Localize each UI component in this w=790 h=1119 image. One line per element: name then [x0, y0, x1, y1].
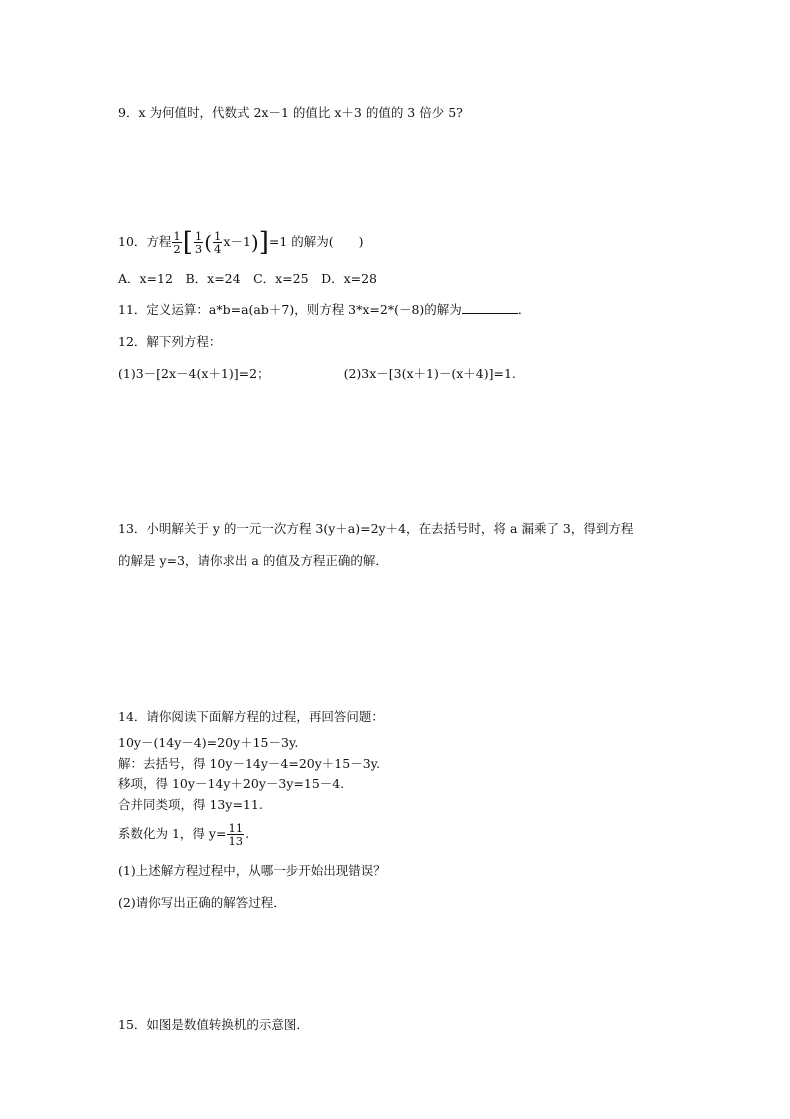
question-14-sub-2: (2)请你写出正确的解答过程．	[118, 895, 286, 910]
q12-part-2: (2)3x－[3(x＋1)－(x＋4)]=1.	[343, 366, 516, 381]
q10-prefix: 10．方程	[118, 234, 172, 249]
q12-part-1: (1)3－[2x－4(x＋1)]=2；	[118, 366, 270, 381]
question-14-title: 14．请你阅读下面解方程的过程，再回答问题：	[118, 709, 384, 724]
question-12-title: 12．解下列方程：	[118, 334, 222, 349]
question-14-step-3: 合并同类项，得 13y=11.	[118, 797, 263, 812]
left-paren: (	[204, 230, 213, 255]
question-13-line-2: 的解是 y=3，请你求出 a 的值及方程正确的解．	[118, 553, 388, 568]
question-9: 9．x 为何值时，代数式 2x－1 的值比 x＋3 的值的 3 倍少 5?	[118, 105, 463, 120]
answer-blank	[462, 302, 518, 314]
question-10-equation	[118, 227, 364, 258]
fraction-eleven-thirteenths: $\frac{11}{13}$	[228, 821, 244, 848]
fraction-quarter: $\frac{1}{4}$	[214, 229, 222, 256]
question-14-sub-1: (1)上述解方程过程中，从哪一步开始出现错误？	[118, 863, 386, 878]
question-14-equation: 10y－(14y－4)=20y＋15－3y.	[118, 735, 299, 750]
q10-inner: x－1	[223, 234, 251, 249]
right-paren: )	[250, 230, 259, 255]
q10-suffix: =1 的解为( )	[268, 234, 364, 249]
question-12-parts	[118, 366, 516, 382]
question-11: 11．定义运算：a*b=a(ab＋7)，则方程 3*x=2*(－8)的解为 ．	[118, 302, 531, 317]
question-14-step-2: 移项，得 10y－14y＋20y－3y=15－4.	[118, 776, 345, 791]
fraction-third: $\frac{1}{3}$	[194, 229, 203, 256]
right-square-bracket: ]	[258, 227, 269, 258]
question-13-line-1: 13．小明解关于 y 的一元一次方程 3(y＋a)=2y＋4，在去括号时，将 a 漏乘了 3，得到方程	[118, 521, 634, 536]
question-14-step-4: 系数化为 1，得 y= $\frac{11}{13}$ .	[118, 821, 250, 848]
question-10-options: A．x=12 B．x=24 C．x=25 D．x=28	[118, 271, 378, 286]
question-15: 15．如图是数值转换机的示意图．	[118, 1017, 309, 1032]
question-14-step-1: 解：去括号，得 10y－14y－4=20y＋15－3y.	[118, 756, 381, 771]
left-square-bracket: [	[182, 227, 193, 258]
fraction-half: $\frac{1}{2}$	[173, 229, 181, 256]
